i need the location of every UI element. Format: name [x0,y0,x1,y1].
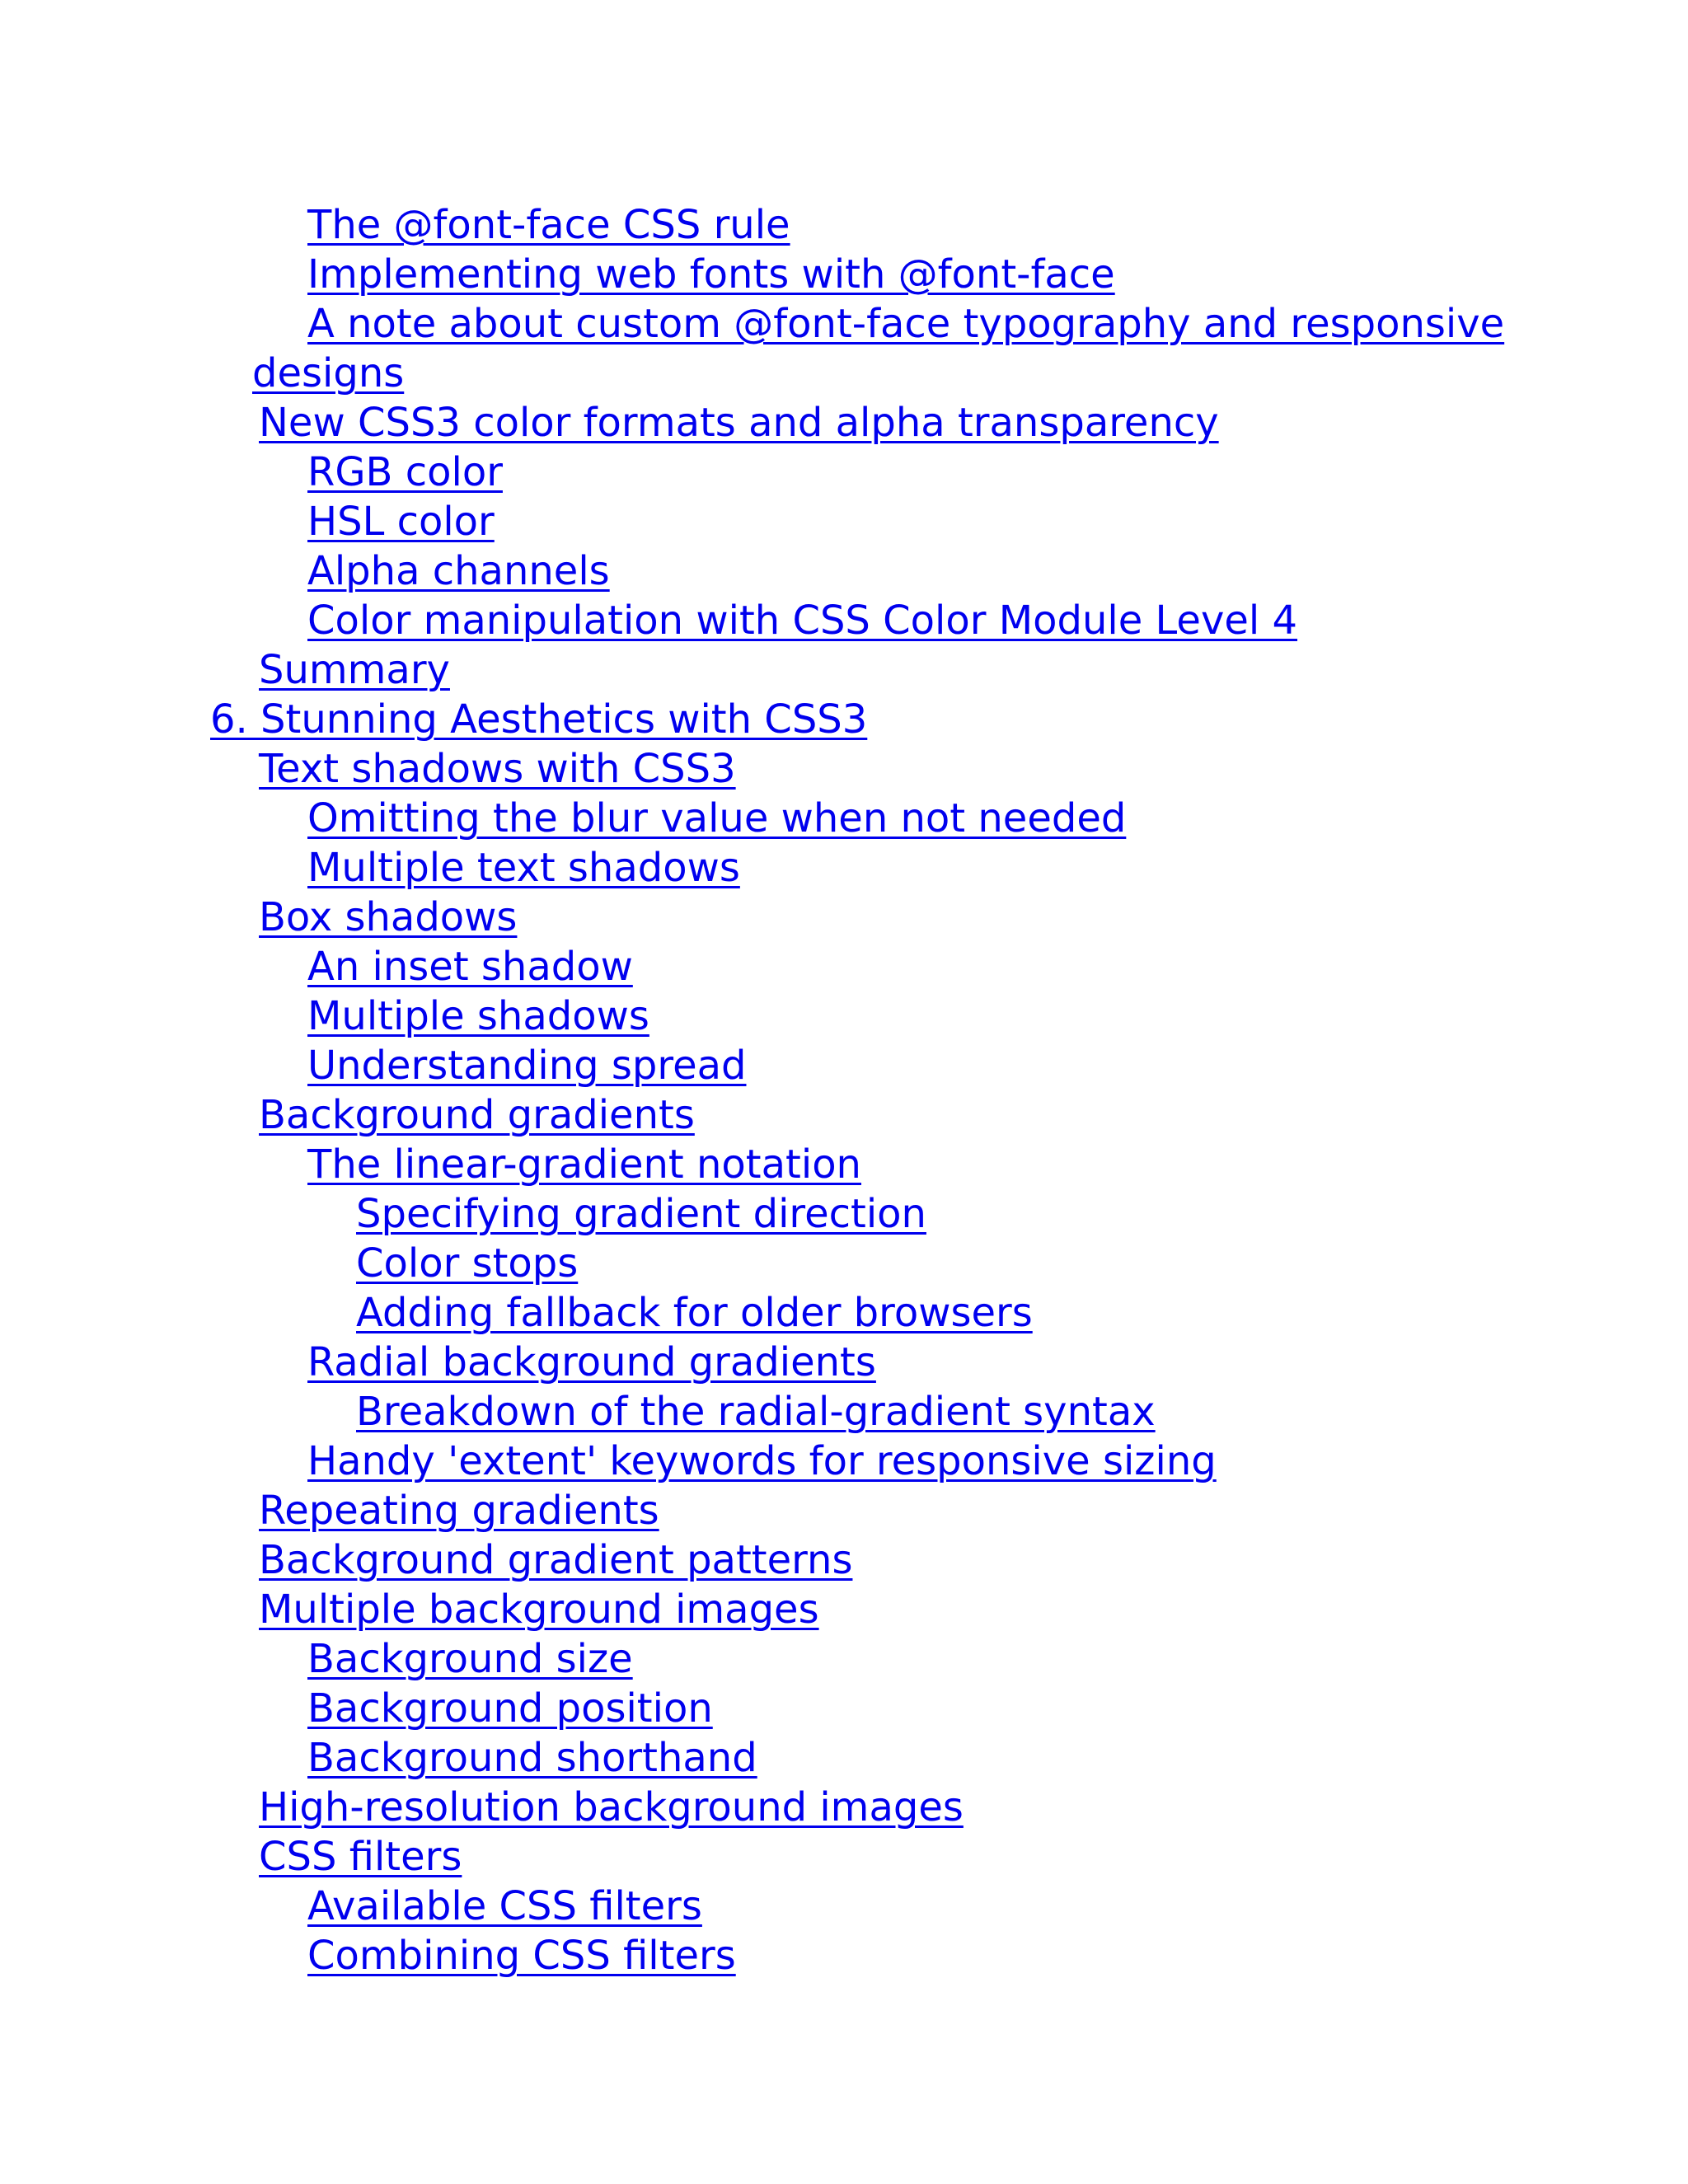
toc-item [0,398,1688,448]
toc-link[interactable] [356,1240,578,1286]
toc-link[interactable] [307,251,1115,298]
toc-item [0,695,1688,744]
toc-link-text: Text shadows with CSS3 [259,746,736,792]
toc-item [0,1387,1688,1436]
toc-link-text: RGB color [307,449,503,495]
toc-item [0,1733,1688,1783]
toc-link-text: Specifying gradient direction [356,1191,926,1237]
toc-link-text: 6. Stunning Aesthetics with CSS3 [210,696,868,743]
toc-item [0,1239,1688,1288]
toc-item [0,1041,1688,1090]
toc-link-text: Multiple shadows [307,993,649,1039]
toc-link-text: Understanding spread [307,1043,747,1089]
toc-link-text: Adding fallback for older browsers [356,1290,1033,1336]
toc-link-text: The linear-gradient notation [307,1141,861,1188]
toc-item [0,1338,1688,1387]
toc-link[interactable] [259,647,450,693]
toc-item [0,1288,1688,1338]
toc-link[interactable] [307,1636,633,1682]
toc-item [0,1189,1688,1239]
toc-link[interactable] [307,1141,861,1188]
toc-link-text: Omitting the blur value when not needed [307,795,1127,841]
toc-link[interactable] [259,1834,462,1880]
toc-link[interactable] [356,1290,1033,1336]
toc-item [0,1832,1688,1882]
toc-item [0,1140,1688,1189]
toc-item [0,1090,1688,1140]
toc-item [0,1535,1688,1585]
toc-link-text: CSS filters [259,1834,462,1880]
toc-link[interactable] [356,1389,1156,1435]
toc-link-text: Background size [307,1636,633,1682]
toc-link-text: High-resolution background images [259,1784,964,1830]
toc-link-text: Breakdown of the radial-gradient syntax [356,1389,1156,1435]
toc-link-text: The @font-face CSS rule [307,202,790,248]
toc-item [0,1783,1688,1832]
toc-link[interactable] [259,1586,819,1633]
toc-link-text: Color manipulation with CSS Color Module Level 4 [307,598,1298,644]
toc-item [0,893,1688,942]
toc-link-text: Repeating gradients [259,1488,659,1534]
toc-link-text: Background gradient patterns [259,1537,853,1583]
toc-link-text: Box shadows [259,894,518,940]
toc-item [0,645,1688,695]
toc-link[interactable] [307,1883,702,1929]
toc-link[interactable] [307,1735,757,1781]
toc-link-text: Available CSS filters [307,1883,702,1929]
toc-link[interactable] [307,1339,876,1385]
toc-link-text: A note about custom @font-face typography and responsive [307,301,1505,347]
toc-link[interactable] [307,1043,746,1089]
toc-item [0,250,1688,299]
toc-item [0,794,1688,843]
toc-item [0,1436,1688,1486]
toc-item [0,991,1688,1041]
toc-link-text: Combining CSS filters [307,1933,736,1979]
toc-link[interactable] [252,301,1688,398]
toc-link[interactable] [307,845,740,891]
toc-item [0,200,1688,250]
toc-item [0,448,1688,497]
toc-item [0,497,1688,546]
toc-item [0,1931,1688,1980]
toc-link[interactable] [307,1933,736,1979]
toc-link[interactable] [307,795,1126,841]
toc-link-text: An inset shadow [307,944,633,990]
toc-item [0,1486,1688,1535]
toc-link-text: Multiple background images [259,1586,819,1633]
toc-item [0,843,1688,893]
toc-item [0,546,1688,596]
toc-link-text: Multiple text shadows [307,845,740,891]
table-of-contents [0,200,1688,1980]
toc-link[interactable] [307,944,633,990]
toc-link-text: Handy 'extent' keywords for responsive sizing [307,1438,1217,1484]
toc-link-text: Background position [307,1685,713,1732]
toc-link[interactable] [307,548,610,594]
toc-item [0,744,1688,794]
toc-link[interactable] [307,202,790,248]
toc-item [0,1882,1688,1931]
toc-link-text: Alpha channels [307,548,610,594]
toc-item [0,596,1688,645]
toc-item [0,1684,1688,1733]
toc-link[interactable] [259,1784,964,1830]
toc-link[interactable] [307,1685,713,1732]
toc-link[interactable] [307,1438,1217,1484]
toc-link-text: Background gradients [259,1092,695,1138]
toc-link[interactable] [307,993,649,1039]
toc-link[interactable] [259,1488,659,1534]
toc-link-text: Summary [259,647,450,693]
toc-item [0,299,1688,398]
toc-link-text: Implementing web fonts with @font-face [307,251,1115,298]
toc-link-text: Radial background gradients [307,1339,876,1385]
toc-link-text: New CSS3 color formats and alpha transparency [259,400,1219,446]
toc-link[interactable] [259,1537,852,1583]
toc-link[interactable] [307,449,503,495]
toc-link-text: Background shorthand [307,1735,757,1781]
toc-link[interactable] [356,1191,926,1237]
toc-link[interactable] [259,746,736,792]
toc-item [0,1585,1688,1634]
toc-link-text-continued: designs [252,350,405,396]
toc-item [0,942,1688,991]
toc-link[interactable] [307,598,1297,644]
toc-link[interactable] [259,894,517,940]
toc-link[interactable] [307,499,495,545]
toc-link[interactable] [210,696,867,743]
toc-link-text: Color stops [356,1240,579,1286]
toc-link-text: HSL color [307,499,495,545]
toc-link[interactable] [259,1092,695,1138]
toc-item [0,1634,1688,1684]
toc-link[interactable] [259,400,1219,446]
